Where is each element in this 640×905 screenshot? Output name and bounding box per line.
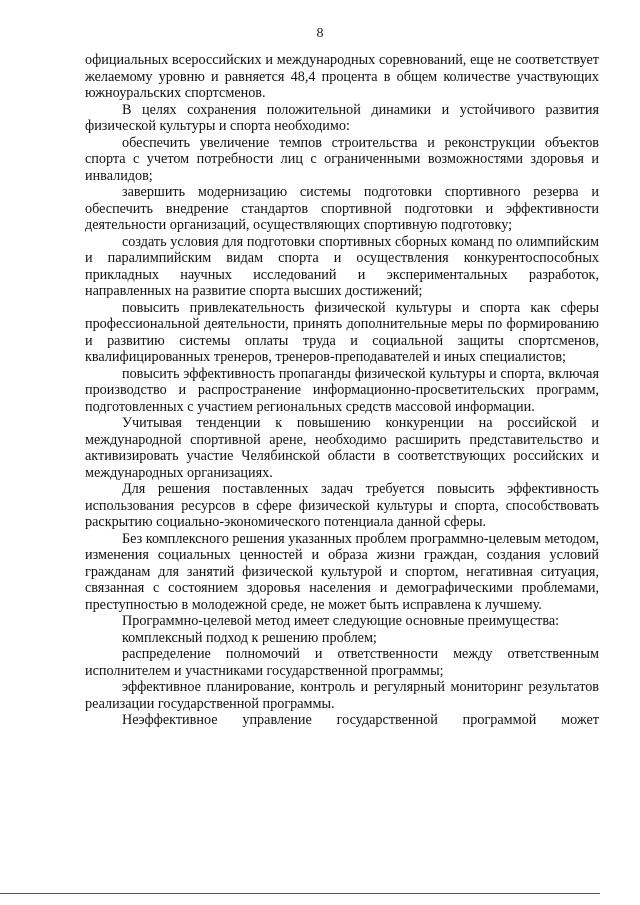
paragraph: повысить привлекательность физической культуры и спорта как сферы профессиональной деятельности, принять дополнительные меры по формированию и развитию системы оплаты труда и социальной защиты спортсменов, квалифицированных тренеров, тренеров-преподавателей и иных специалистов;	[85, 299, 599, 365]
paragraph: создать условия для подготовки спортивных сборных команд по олимпийским и паралимпийским видам спорта и осуществления конкурентоспособных прикладных научных исследований и экспериментальных разработок, направленных на развитие спорта высших достижений;	[85, 233, 599, 299]
paragraph: распределение полномочий и ответственности между ответственным исполнителем и участниками государственной программы;	[85, 646, 599, 679]
paragraph: эффективное планирование, контроль и регулярный мониторинг результатов реализации государственной программы.	[85, 679, 599, 712]
paragraph: Для решения поставленных задач требуется повысить эффективность использования ресурсов в сфере физической культуры и спорта, способствовать раскрытию социально-экономического потенциала данной сферы.	[85, 481, 599, 530]
paragraph: официальных всероссийских и международных соревнований, еще не соответствует желаемому уровню и равняется 48,4 процента в общем количестве участвующих южноуральских спортсменов.	[85, 52, 599, 101]
paragraph: Программно-целевой метод имеет следующие основные преимущества:	[122, 613, 560, 629]
paragraph: Без комплексного решения указанных проблем программно-целевым методом, изменения социальных ценностей и образа жизни граждан, создания условий гражданам для занятий физической культурой и спортом, негативная ситуация, связанная с состоянием здоровья населения и демографическими проблемами, преступностью в молодежной среде, не может быть исправлена к лучшему.	[85, 530, 600, 613]
paragraph: обеспечить увеличение темпов строительства и реконструкции объектов спорта с учетом потребности лиц с ограниченными возможностями здоровья и инвалидов;	[85, 134, 599, 184]
paragraph: повысить эффективность пропаганды физической культуры и спорта, включая производство и распространение информационно-просветительских программ, подготовленных с участием региональных средств массовой информации.	[85, 365, 599, 415]
footer-rule	[0, 893, 600, 894]
paragraph: завершить модернизацию системы подготовки спортивного резерва и обеспечить внедрение стандартов спортивной подготовки и эффективности деятельности организаций, осуществляющих спортивную подготовку;	[85, 184, 599, 233]
document-body	[85, 52, 599, 729]
page-number: 8	[316, 26, 324, 41]
paragraph: Учитывая тенденции к повышению конкуренции на российской и международной спортивной арене, необходимо расширить представительство и активизировать участие Челябинской области в соответствующих российских и международных организациях.	[85, 415, 599, 481]
paragraph: Неэффективное управление государственной программой может	[122, 712, 599, 728]
paragraph: комплексный подход к решению проблем;	[122, 629, 377, 646]
paragraph: В целях сохранения положительной динамики и устойчивого развития физической культуры и спорта необходимо:	[85, 101, 599, 134]
